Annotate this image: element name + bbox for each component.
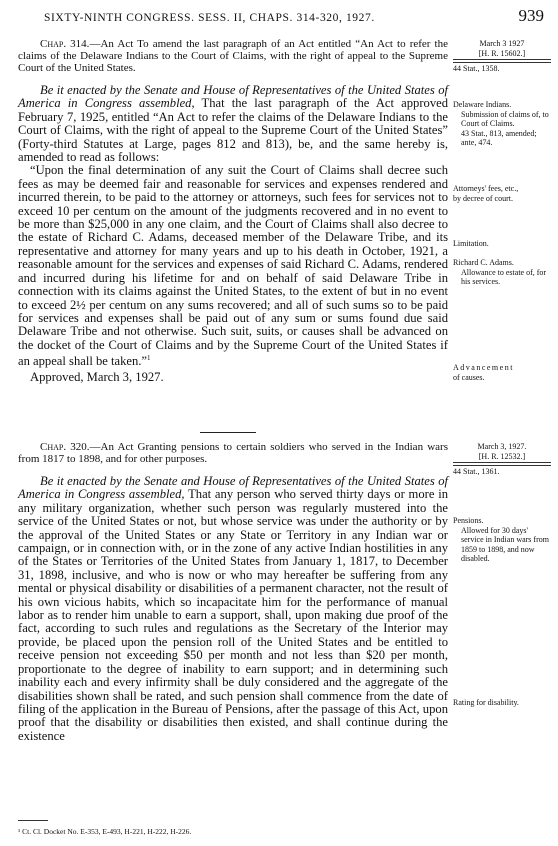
note-body: Submission of claims of, to Court of Claims.	[461, 109, 549, 129]
footnote-ref: 1	[147, 354, 151, 363]
footnote-divider	[18, 820, 48, 821]
margin-note-delaware	[453, 100, 551, 148]
chapter-314-title	[18, 38, 448, 74]
note-title: Advancement	[453, 363, 514, 372]
margin-note-adams	[453, 258, 551, 287]
note-bill-number: [H. R. 12532.]	[453, 452, 551, 464]
note-date: March 3, 1927.	[477, 442, 527, 451]
note-statute: 44 Stat., 1358.	[453, 62, 551, 74]
chapter-314	[18, 38, 448, 384]
note-body: of causes.	[453, 372, 485, 382]
margin-note-limitation: Limitation.	[453, 239, 489, 248]
page-number: 939	[518, 6, 544, 25]
section-divider	[200, 432, 256, 433]
enacting-formula: Be it enacted by the Senate and House of Representatives of the United States of America in Congress assembled,	[18, 83, 448, 111]
chapter-320-enacting-clause	[18, 475, 448, 743]
chapter-314-label: Chap. 314.	[40, 38, 90, 50]
margin-note-rating: Rating for disability.	[453, 698, 519, 707]
margin-note-pensions	[453, 516, 551, 564]
note-body: by decree of court.	[453, 193, 513, 203]
chapter-314-approval: Approved, March 3, 1927.	[30, 369, 164, 384]
enacting-text: That the last paragraph of the Act approved February 7, 1925, entitled “An Act to refer the claims of the Delaware Indians to the Court of Claims, with the right of appeal to the Supreme Court of the United States” (Forty-third Statutes at Large, pages 812 and 813), be, and the same hereby is, amended to read as follows:	[18, 96, 448, 165]
margin-note-fees	[453, 184, 551, 203]
note-reference: 43 Stat., 813, amended; ante, 474.	[461, 128, 537, 148]
margin-note-314-citation	[453, 39, 551, 74]
note-title: Richard C. Adams.	[453, 258, 514, 267]
note-body: Allowed for 30 days' service in Indian wars from 1859 to 1898, and now disabled.	[461, 525, 549, 564]
chapter-320-label: Chap. 320.	[40, 441, 90, 453]
chapter-314-description: —An Act To amend the last paragraph of an Act entitled “An Act to refer the claims of the Delaware Indians to the Court of Claims, with the right of appeal to the Supreme Court of the United States.	[18, 38, 448, 74]
chapter-320-description: —An Act Granting pensions to certain soldiers who served in the Indian wars from 1817 to 1898, and for other purposes.	[18, 441, 448, 465]
note-statute: 44 Stat., 1361.	[453, 465, 551, 477]
page-header	[14, 6, 544, 32]
chapter-320	[18, 441, 448, 743]
chapter-314-amended-text	[18, 164, 448, 368]
margin-note-320-citation	[453, 442, 551, 477]
note-body: Allowance to estate of, for his services.	[461, 267, 547, 287]
note-bill-number: [H. R. 15602.]	[453, 49, 551, 61]
enacting-text: That any person who served thirty days or more in any military organization, whether such person was regularly mustered into the service of the United States or not, but whose service was under the authority or by the approval of the United States or any State or Territory in any Indian war or campaign, or in connection with, or in the zone of any active Indian hostilities in any of the States or Territories of the United States from January 1, 1817, to December 31, 1898, inclusive, and who is now or who may hereafter be suffering from any mental or physical disability or disabilities of a permanent character, not the result of his own vicious habits, which so incapacitate him for the performance of manual labor as to render him unable to earn a support, shall, upon making due proof of the fact, according to such rules and regulations as the Secretary of the Interior may provide, be placed upon the pension roll of the United States and be entitled to receive pension not exceeding $50 per month and not less than $20 per month, proportionate to the degree of inability to earn support; and in determining such inability each and every infirmity shall be duly considered and the aggregate of the disabilities shown shall be rated, and such pension shall commence from the date of filing of the application in the Bureau of Pensions, after the passage of this Act, upon proof that the disability or disabilities then existed, and shall continue during the existence	[18, 487, 448, 743]
note-title: Attorneys' fees, etc.,	[453, 184, 519, 193]
note-title: Delaware Indians.	[453, 100, 512, 109]
note-title: Pensions.	[453, 516, 484, 525]
chapter-314-enacting-clause	[18, 84, 448, 164]
margin-note-advancement	[453, 363, 551, 382]
running-head: SIXTY-NINTH CONGRESS. SESS. II, CHAPS. 314-320, 1927.	[44, 12, 375, 24]
amended-paragraph: “Upon the final determination of any suit the Court of Claims shall decree such fees as may be deemed fair and reasonable for services and expenses rendered and incurred therein, to be paid to the attorney or attorneys, such fees for services not to exceed 10 per centum on the amount of the judgments recovered and in no event to be more than $25,000 in any one claim, and the Court of Claims shall also decree to the estate of Richard C. Adams, deceased member of the Delaware Tribe, and its representative and attorney for many years and up to his death in October, 1921, a reasonable amount for the services and expenses of said Richard C. Adams, rendered and incurred during his lifetime for and on behalf of said Delaware Tribe in connection with its claims against the United States, to the extent of but in no event to exceed 2½ per centum on any sums recovered; and all of such sums so to be paid for services and expenses shall be paid out of any sum or sums found due said Delaware Tribe and not otherwise. Such suit, suits, or causes shall be advanced on the docket of the Court of Claims and by the Supreme Court of the United States if an appeal shall be taken.”	[18, 163, 448, 369]
enacting-formula: Be it enacted by the Senate and House of Representatives of the United States of America in Congress assembled,	[18, 474, 448, 502]
chapter-320-title	[18, 441, 448, 465]
footnote: ¹ Ct. Cl. Docket No. E-353, E-493, H-221, H-222, H-226.	[18, 827, 192, 836]
note-date: March 3 1927	[479, 39, 525, 48]
